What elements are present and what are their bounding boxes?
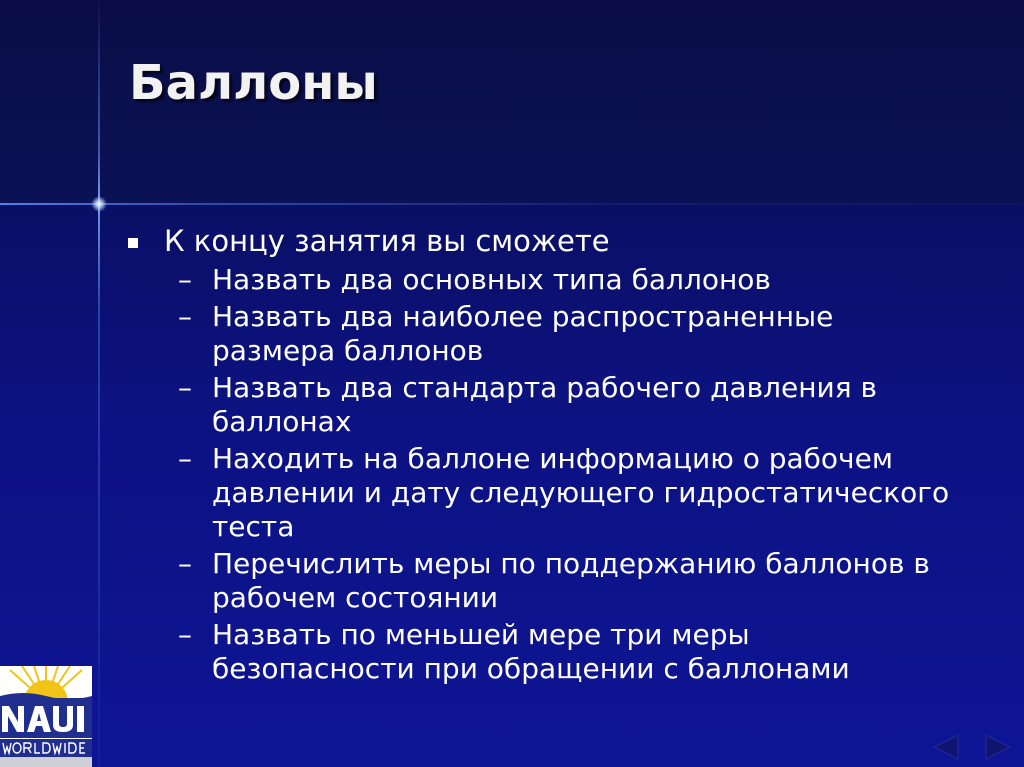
lead-text: К концу занятия вы сможете	[164, 224, 610, 258]
objectives-list	[128, 263, 988, 686]
logo-letters-icon	[0, 698, 92, 738]
objective-item	[178, 263, 988, 297]
objective-item	[178, 371, 988, 439]
logo-worldwide-icon	[0, 739, 92, 757]
slide-title: Баллоны	[129, 55, 378, 111]
logo-wordmark	[0, 698, 92, 738]
logo-subtitle	[0, 738, 92, 757]
logo-footer-strip	[0, 757, 92, 767]
sparkle-decoration	[91, 196, 107, 212]
objective-item	[178, 547, 988, 615]
lead-bullet	[128, 222, 988, 260]
dash-bullet: –	[178, 618, 192, 651]
square-bullet-icon	[128, 238, 138, 248]
objective-text: Перечислить меры по поддержанию баллонов в рабочем состоянии	[212, 547, 930, 614]
next-slide-icon[interactable]	[982, 731, 1014, 763]
objective-text: Находить на баллоне информацию о рабочем давлении и дату следующего гидростатического теста	[212, 442, 950, 543]
dash-bullet: –	[178, 371, 192, 404]
objective-text: Назвать по меньшей мере три меры безопасности при обращении с баллонами	[212, 618, 850, 685]
objective-item	[178, 442, 988, 544]
vertical-light-line	[98, 0, 100, 767]
objective-text: Назвать два наиболее распространенные размера баллонов	[212, 300, 834, 367]
objective-text: Назвать два стандарта рабочего давления в баллонах	[212, 371, 877, 438]
objective-item	[178, 300, 988, 368]
dash-bullet: –	[178, 300, 192, 333]
dash-bullet: –	[178, 263, 192, 296]
dash-bullet: –	[178, 442, 192, 475]
sun-icon	[0, 666, 92, 702]
objective-text: Назвать два основных типа баллонов	[212, 263, 771, 296]
dash-bullet: –	[178, 547, 192, 580]
objective-item	[178, 618, 988, 686]
horizontal-light-line	[0, 203, 1024, 205]
slide-content	[128, 222, 988, 686]
previous-slide-icon[interactable]	[930, 731, 962, 763]
naui-logo	[0, 666, 92, 767]
